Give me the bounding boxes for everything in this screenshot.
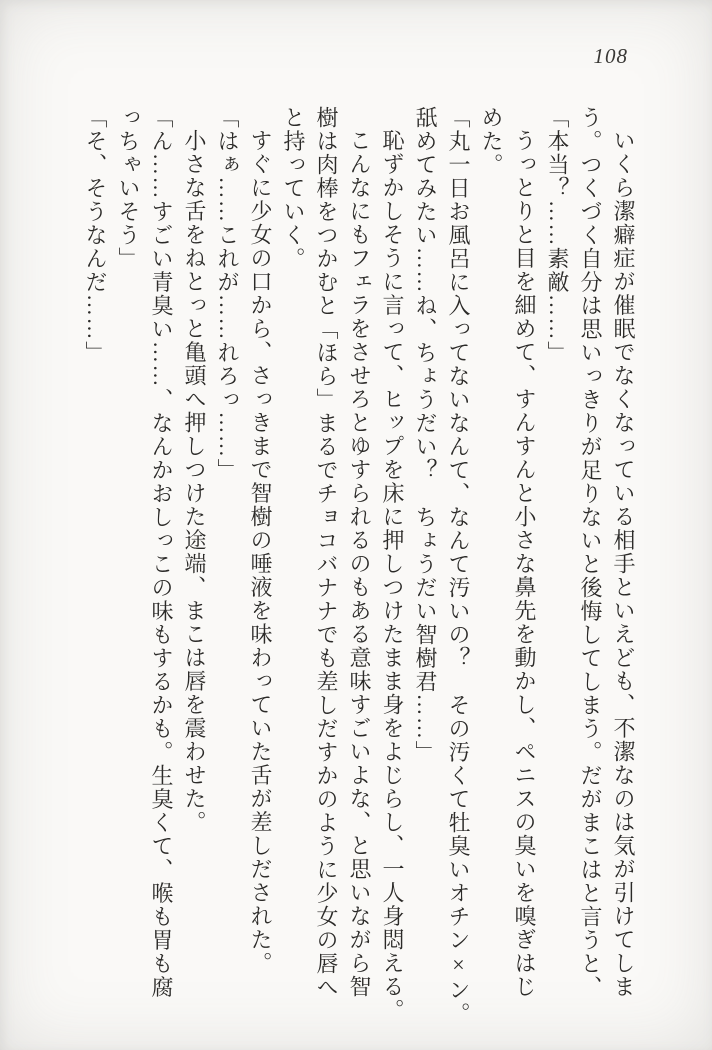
text-line: っちゃいそう」 — [116, 106, 141, 271]
text-line: すぐに少女の口から、さっきまで智樹の唾液を味わっていた舌が差しだされた。 — [248, 129, 273, 975]
text-line: こんなにもフェラをさせろとゆすられるのもある意味すごいよな、と思いながら智 — [347, 129, 372, 999]
text-line: いくら潔癖症が催眠でなくなっている相手といえども、不潔なのは気が引けてしま — [611, 129, 636, 999]
text-line: 「本当？……素敵……」 — [545, 106, 570, 365]
text-line: と持っていく。 — [281, 106, 306, 271]
text-line: めた。 — [479, 106, 504, 177]
text-line: 「はぁ……これが……れろっ……」 — [215, 106, 240, 482]
text-line: 「丸一日お風呂に入ってないなんて、なんて汚いの？ その汚くて牡臭いオチン×ン。 — [446, 106, 471, 1026]
text-line: 樹は肉棒をつかむと「ほら」まるでチョコバナナでも差しだすかのように少女の唇へ — [314, 106, 339, 999]
text-block — [79, 106, 640, 1032]
text-line: 「ん……すごい青臭い……、なんかおしっこの味もするかも。生臭くて、喉も胃も腐 — [149, 106, 174, 999]
text-line: 「そ、そうなんだ……」 — [83, 106, 108, 365]
text-line: 小さな舌をねとっと亀頭へ押しつけた途端、まこは唇を震わせた。 — [182, 129, 207, 834]
page-number: 108 — [593, 44, 628, 68]
text-line: 舐めてみたい……ね、ちょうだい？ ちょうだい智樹君……」 — [413, 106, 438, 764]
text-line: うっとりと目を細めて、すんすんと小さな鼻先を動かし、ペニスの臭いを嗅ぎはじ — [512, 129, 537, 999]
text-line: 恥ずかしそうに言って、ヒップを床に押しつけたまま身をよじらし、一人身悶える。 — [380, 129, 405, 1022]
text-line: う。つくづく自分は思いっきりが足りないと後悔してしまう。だがまこはと言うと、 — [578, 106, 603, 999]
